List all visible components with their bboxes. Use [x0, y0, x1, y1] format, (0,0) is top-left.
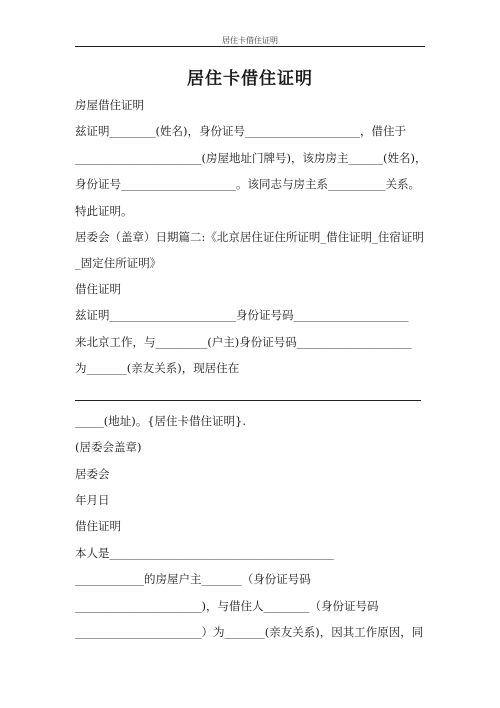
text-line: 兹证明________(姓名)，身份证号____________________，借住于 — [75, 124, 406, 139]
text-line: 特此证明。 — [75, 203, 133, 218]
text-line: (居委会盖章) — [75, 440, 142, 455]
address-blank-line — [75, 382, 427, 408]
page-header: 居住卡借住证明 — [222, 36, 278, 45]
document-body — [75, 92, 427, 645]
text-line: 借住证明 — [75, 281, 121, 296]
text-line: 兹证明______________________身份证号码____________________ — [75, 308, 409, 323]
header-rule — [75, 46, 425, 47]
text-line: ______________________)，与借住人________（身份证号码 — [75, 598, 379, 613]
text-line: ______________________）为_______(亲友关系)，因其工作原因，同 — [75, 625, 424, 640]
text-line: 年月日 — [75, 493, 110, 508]
text-line: 居委会 — [75, 466, 110, 481]
text-line: 借住证明 — [75, 519, 121, 534]
text-line: 来北京工作，与_________(户主)身份证号码____________________ — [75, 334, 412, 349]
text-line: ____________的房屋户主_______（身份证号码 — [75, 572, 311, 587]
text-line: ______________________(房屋地址门牌号)，该房房主______(姓名)， — [75, 150, 427, 165]
text-line: 本人是_______________________________________ — [75, 545, 334, 560]
text-line: 居委会（盖章）日期篇二:《北京居住证住所证明_借住证明_住宿证明_固定住所证明》 — [75, 229, 424, 270]
text-line: 房屋借住证明 — [75, 98, 144, 112]
text-line: 身份证号____________________。该同志与房主系__________关系。 — [75, 177, 420, 192]
document-title: 居住卡借住证明 — [187, 69, 313, 89]
text-line: _____(地址)。{居住卡借住证明}. — [75, 413, 247, 428]
text-line: 为_______(亲友关系)，现居住在 — [75, 361, 240, 376]
blank-rule — [75, 382, 421, 401]
